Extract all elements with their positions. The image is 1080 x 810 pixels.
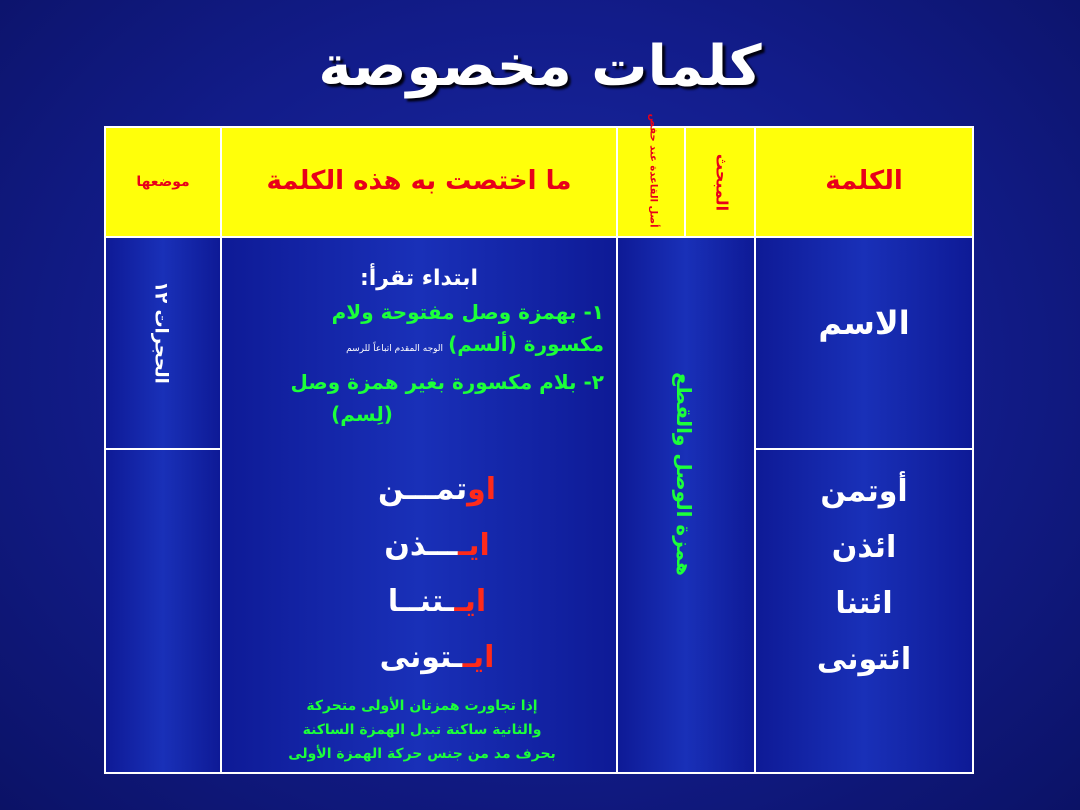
reading-1-rest: تمـــن (377, 472, 468, 507)
row1-line2-group (232, 332, 604, 356)
reading-2 (372, 528, 502, 563)
header-word-label: الكلمة (825, 166, 903, 196)
reading-3-rest: ـتنــا (387, 584, 455, 619)
header-specialty-label: ما اختصت به هذه الكلمة (266, 166, 572, 196)
row2-note1: إذا تجاورت همزتان الأولى متحركة (306, 698, 538, 714)
row2-note3: بحرف مد من جنس حركة الهمزة الأولى (288, 746, 556, 762)
reading-1-prefix: او (467, 472, 497, 507)
header-specialty (220, 126, 618, 238)
reading-1 (372, 472, 502, 507)
row1-word: الاسم (818, 304, 910, 342)
row1-line2: مكسورة (ألسم) (448, 332, 604, 356)
row2-location-cell (104, 448, 222, 774)
reading-2-rest: ـــذن (384, 528, 458, 563)
row1-location: الحجرات ١٢ (150, 281, 172, 384)
row2-word-cell (754, 448, 974, 774)
words-table (104, 113, 974, 774)
row2-word-3: ائتنا (835, 586, 893, 621)
header-word (754, 126, 974, 238)
header-rule (616, 113, 686, 238)
row2-word-4: ائتونى (816, 642, 912, 677)
header-topic-label: المبحث (712, 153, 732, 212)
reading-3-prefix: ايـ (454, 584, 487, 619)
row2-note2: والثانية ساكنة تبدل الهمزة الساكنة (302, 722, 542, 738)
specialty-cell (220, 236, 618, 774)
topic-cell (616, 236, 756, 774)
header-location-label: موضعها (136, 174, 190, 190)
row2-word-1: أوتمن (820, 474, 908, 509)
reading-2-prefix: ايـ (457, 528, 490, 563)
row1-note: الوجه المقدم اتباعاً للرسم (346, 344, 444, 354)
row1-heading: ابتداء تقرأ: (359, 266, 479, 291)
reading-4 (372, 640, 502, 675)
row1-line4: (لِسم) (331, 402, 393, 426)
row2-word-2: ائذن (831, 530, 897, 565)
row1-topic: همزة الوصل والقطع (672, 372, 696, 576)
header-topic (684, 126, 756, 238)
page-title: كلمات مخصوصة (318, 34, 762, 99)
header-location (104, 126, 222, 238)
reading-4-prefix: ايـ (462, 640, 495, 675)
row1-line3: ٢- بلام مكسورة بغير همزة وصل (290, 370, 604, 394)
reading-4-rest: ـتونى (379, 640, 463, 675)
reading-3 (372, 584, 502, 619)
row1-line1: ١- بهمزة وصل مفتوحة ولام (331, 300, 604, 324)
row1-word-cell (754, 236, 974, 450)
header-rule-label: أصل القاعدة عند حفص (647, 113, 659, 228)
row1-location-cell (104, 236, 222, 450)
